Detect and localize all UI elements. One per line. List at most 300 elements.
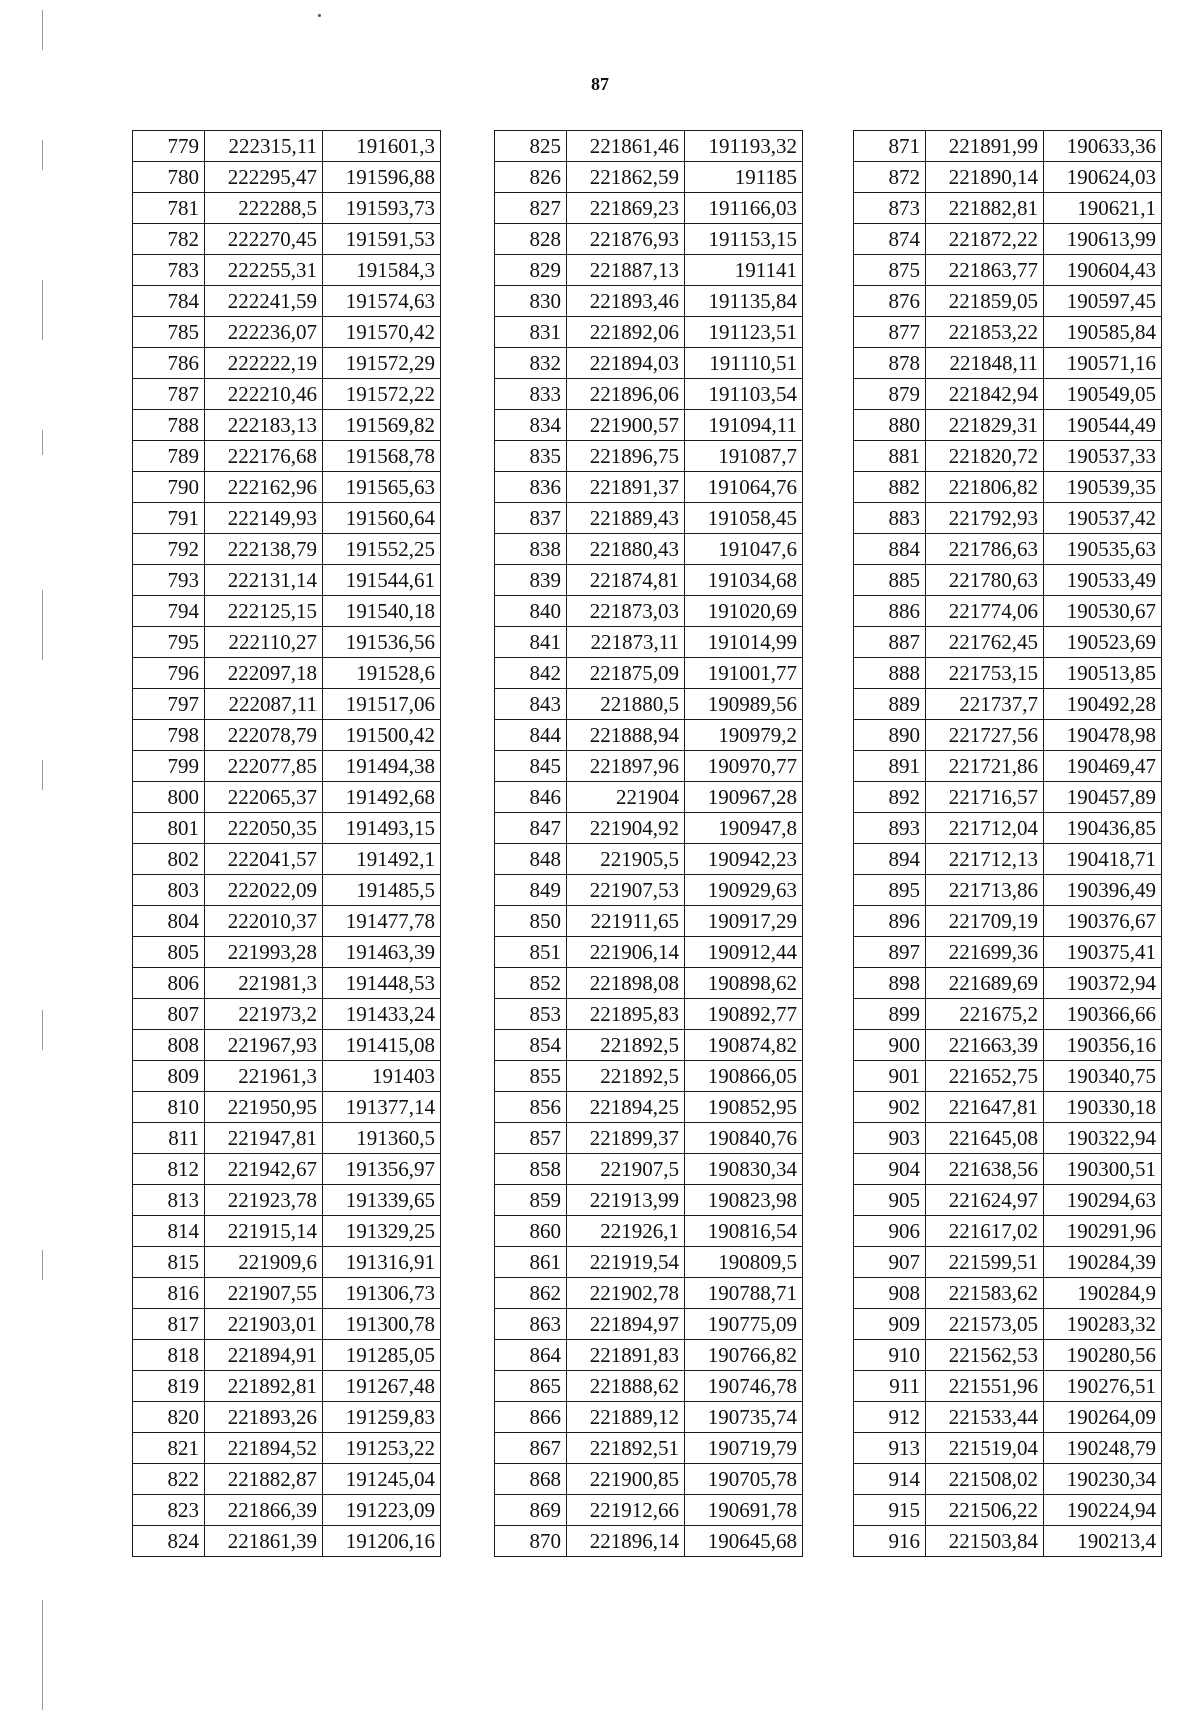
x-coordinate-cell: 221894,03 <box>567 348 685 379</box>
x-coordinate-cell: 221903,01 <box>205 1309 323 1340</box>
y-coordinate-cell: 190372,94 <box>1044 968 1162 999</box>
point-number-cell: 786 <box>133 348 205 379</box>
y-coordinate-cell: 191285,05 <box>323 1340 441 1371</box>
point-number-cell: 890 <box>854 720 926 751</box>
y-coordinate-cell: 191001,77 <box>685 658 803 689</box>
x-coordinate-cell: 221780,63 <box>926 565 1044 596</box>
point-number-cell: 851 <box>495 937 567 968</box>
y-coordinate-cell: 191570,42 <box>323 317 441 348</box>
table-row <box>495 162 803 193</box>
y-coordinate-cell: 191329,25 <box>323 1216 441 1247</box>
table-row <box>854 224 1162 255</box>
point-number-cell: 850 <box>495 906 567 937</box>
x-coordinate-cell: 222041,57 <box>205 844 323 875</box>
point-number-cell: 855 <box>495 1061 567 1092</box>
table-row <box>495 565 803 596</box>
x-coordinate-cell: 221888,94 <box>567 720 685 751</box>
table-row <box>854 844 1162 875</box>
table-row <box>854 286 1162 317</box>
coordinate-table-1 <box>132 130 441 1557</box>
table-row <box>854 1340 1162 1371</box>
y-coordinate-cell: 190537,33 <box>1044 441 1162 472</box>
x-coordinate-cell: 222315,11 <box>205 131 323 162</box>
x-coordinate-cell: 221573,05 <box>926 1309 1044 1340</box>
x-coordinate-cell: 221892,81 <box>205 1371 323 1402</box>
y-coordinate-cell: 191492,68 <box>323 782 441 813</box>
x-coordinate-cell: 222078,79 <box>205 720 323 751</box>
table-row <box>133 1340 441 1371</box>
x-coordinate-cell: 222138,79 <box>205 534 323 565</box>
y-coordinate-cell: 190436,85 <box>1044 813 1162 844</box>
x-coordinate-cell: 221894,91 <box>205 1340 323 1371</box>
point-number-cell: 836 <box>495 472 567 503</box>
y-coordinate-cell: 190840,76 <box>685 1123 803 1154</box>
point-number-cell: 906 <box>854 1216 926 1247</box>
point-number-cell: 856 <box>495 1092 567 1123</box>
point-number-cell: 810 <box>133 1092 205 1123</box>
x-coordinate-cell: 221902,78 <box>567 1278 685 1309</box>
table-row <box>854 1123 1162 1154</box>
x-coordinate-cell: 221895,83 <box>567 999 685 1030</box>
point-number-cell: 891 <box>854 751 926 782</box>
point-number-cell: 880 <box>854 410 926 441</box>
table-row <box>133 813 441 844</box>
point-number-cell: 899 <box>854 999 926 1030</box>
y-coordinate-cell: 191316,91 <box>323 1247 441 1278</box>
y-coordinate-cell: 190604,43 <box>1044 255 1162 286</box>
y-coordinate-cell: 190535,63 <box>1044 534 1162 565</box>
table-row <box>854 1309 1162 1340</box>
point-number-cell: 832 <box>495 348 567 379</box>
y-coordinate-cell: 190513,85 <box>1044 658 1162 689</box>
x-coordinate-cell: 221859,05 <box>926 286 1044 317</box>
table-row <box>133 565 441 596</box>
table-row <box>133 751 441 782</box>
x-coordinate-cell: 221873,11 <box>567 627 685 658</box>
y-coordinate-cell: 190809,5 <box>685 1247 803 1278</box>
table-row <box>133 782 441 813</box>
y-coordinate-cell: 191517,06 <box>323 689 441 720</box>
y-coordinate-cell: 191540,18 <box>323 596 441 627</box>
y-coordinate-cell: 190735,74 <box>685 1402 803 1433</box>
x-coordinate-cell: 221913,99 <box>567 1185 685 1216</box>
table-row <box>854 565 1162 596</box>
y-coordinate-cell: 190892,77 <box>685 999 803 1030</box>
x-coordinate-cell: 222125,15 <box>205 596 323 627</box>
y-coordinate-cell: 191103,54 <box>685 379 803 410</box>
table-row <box>133 875 441 906</box>
x-coordinate-cell: 221894,52 <box>205 1433 323 1464</box>
table-row <box>854 1092 1162 1123</box>
x-coordinate-cell: 222097,18 <box>205 658 323 689</box>
point-number-cell: 833 <box>495 379 567 410</box>
y-coordinate-cell: 191493,15 <box>323 813 441 844</box>
y-coordinate-cell: 190284,39 <box>1044 1247 1162 1278</box>
table-row <box>495 317 803 348</box>
y-coordinate-cell: 190633,36 <box>1044 131 1162 162</box>
x-coordinate-cell: 221866,39 <box>205 1495 323 1526</box>
point-number-cell: 908 <box>854 1278 926 1309</box>
table-row <box>495 1464 803 1495</box>
table-row <box>133 906 441 937</box>
table-row <box>133 596 441 627</box>
x-coordinate-cell: 222162,96 <box>205 472 323 503</box>
point-number-cell: 804 <box>133 906 205 937</box>
point-number-cell: 820 <box>133 1402 205 1433</box>
y-coordinate-cell: 191463,39 <box>323 937 441 968</box>
table-row <box>133 317 441 348</box>
point-number-cell: 909 <box>854 1309 926 1340</box>
point-number-cell: 822 <box>133 1464 205 1495</box>
point-number-cell: 801 <box>133 813 205 844</box>
point-number-cell: 887 <box>854 627 926 658</box>
table-row <box>854 472 1162 503</box>
y-coordinate-cell: 190284,9 <box>1044 1278 1162 1309</box>
x-coordinate-cell: 221872,22 <box>926 224 1044 255</box>
x-coordinate-cell: 221882,87 <box>205 1464 323 1495</box>
point-number-cell: 905 <box>854 1185 926 1216</box>
point-number-cell: 871 <box>854 131 926 162</box>
x-coordinate-cell: 221873,03 <box>567 596 685 627</box>
y-coordinate-cell: 190322,94 <box>1044 1123 1162 1154</box>
point-number-cell: 814 <box>133 1216 205 1247</box>
x-coordinate-cell: 221663,39 <box>926 1030 1044 1061</box>
point-number-cell: 895 <box>854 875 926 906</box>
x-coordinate-cell: 221562,53 <box>926 1340 1044 1371</box>
point-number-cell: 882 <box>854 472 926 503</box>
point-number-cell: 796 <box>133 658 205 689</box>
table-row <box>133 1061 441 1092</box>
table-row <box>133 1123 441 1154</box>
y-coordinate-cell: 190340,75 <box>1044 1061 1162 1092</box>
table-row <box>133 1526 441 1557</box>
table-row <box>495 224 803 255</box>
y-coordinate-cell: 190823,98 <box>685 1185 803 1216</box>
point-number-cell: 783 <box>133 255 205 286</box>
table-row <box>133 999 441 1030</box>
y-coordinate-cell: 190213,4 <box>1044 1526 1162 1557</box>
table-row <box>133 1247 441 1278</box>
y-coordinate-cell: 190366,66 <box>1044 999 1162 1030</box>
y-coordinate-cell: 190597,45 <box>1044 286 1162 317</box>
y-coordinate-cell: 191166,03 <box>685 193 803 224</box>
point-number-cell: 901 <box>854 1061 926 1092</box>
x-coordinate-cell: 221993,28 <box>205 937 323 968</box>
x-coordinate-cell: 221716,57 <box>926 782 1044 813</box>
point-number-cell: 878 <box>854 348 926 379</box>
x-coordinate-cell: 221892,06 <box>567 317 685 348</box>
point-number-cell: 914 <box>854 1464 926 1495</box>
y-coordinate-cell: 191123,51 <box>685 317 803 348</box>
y-coordinate-cell: 191552,25 <box>323 534 441 565</box>
y-coordinate-cell: 191601,3 <box>323 131 441 162</box>
x-coordinate-cell: 221942,67 <box>205 1154 323 1185</box>
y-coordinate-cell: 191500,42 <box>323 720 441 751</box>
point-number-cell: 805 <box>133 937 205 968</box>
x-coordinate-cell: 221617,02 <box>926 1216 1044 1247</box>
y-coordinate-cell: 190539,35 <box>1044 472 1162 503</box>
x-coordinate-cell: 222241,59 <box>205 286 323 317</box>
x-coordinate-cell: 221891,99 <box>926 131 1044 162</box>
x-coordinate-cell: 221889,43 <box>567 503 685 534</box>
x-coordinate-cell: 221891,83 <box>567 1340 685 1371</box>
table-row <box>495 379 803 410</box>
x-coordinate-cell: 222010,37 <box>205 906 323 937</box>
x-coordinate-cell: 222183,13 <box>205 410 323 441</box>
x-coordinate-cell: 221911,65 <box>567 906 685 937</box>
y-coordinate-cell: 190775,09 <box>685 1309 803 1340</box>
point-number-cell: 779 <box>133 131 205 162</box>
x-coordinate-cell: 221889,12 <box>567 1402 685 1433</box>
x-coordinate-cell: 221638,56 <box>926 1154 1044 1185</box>
table-row <box>495 720 803 751</box>
point-number-cell: 799 <box>133 751 205 782</box>
x-coordinate-cell: 221652,75 <box>926 1061 1044 1092</box>
x-coordinate-cell: 222087,11 <box>205 689 323 720</box>
table-row <box>854 999 1162 1030</box>
y-coordinate-cell: 190645,68 <box>685 1526 803 1557</box>
table-row <box>854 658 1162 689</box>
x-coordinate-cell: 221973,2 <box>205 999 323 1030</box>
table-row <box>495 968 803 999</box>
x-coordinate-cell: 221647,81 <box>926 1092 1044 1123</box>
table-row <box>854 782 1162 813</box>
y-coordinate-cell: 190523,69 <box>1044 627 1162 658</box>
x-coordinate-cell: 221712,13 <box>926 844 1044 875</box>
y-coordinate-cell: 191433,24 <box>323 999 441 1030</box>
y-coordinate-cell: 190830,34 <box>685 1154 803 1185</box>
y-coordinate-cell: 190224,94 <box>1044 1495 1162 1526</box>
y-coordinate-cell: 191245,04 <box>323 1464 441 1495</box>
x-coordinate-cell: 221862,59 <box>567 162 685 193</box>
y-coordinate-cell: 191377,14 <box>323 1092 441 1123</box>
point-number-cell: 853 <box>495 999 567 1030</box>
table-row <box>854 255 1162 286</box>
y-coordinate-cell: 191565,63 <box>323 472 441 503</box>
table-row <box>133 968 441 999</box>
y-coordinate-cell: 190571,16 <box>1044 348 1162 379</box>
x-coordinate-cell: 221699,36 <box>926 937 1044 968</box>
scan-mark <box>42 280 43 340</box>
x-coordinate-cell: 222110,27 <box>205 627 323 658</box>
y-coordinate-cell: 190705,78 <box>685 1464 803 1495</box>
y-coordinate-cell: 190967,28 <box>685 782 803 813</box>
point-number-cell: 897 <box>854 937 926 968</box>
point-number-cell: 858 <box>495 1154 567 1185</box>
table-row <box>133 627 441 658</box>
table-row <box>133 162 441 193</box>
table-row <box>495 875 803 906</box>
point-number-cell: 904 <box>854 1154 926 1185</box>
table-row <box>854 441 1162 472</box>
x-coordinate-cell: 221923,78 <box>205 1185 323 1216</box>
table-row <box>495 286 803 317</box>
point-number-cell: 839 <box>495 565 567 596</box>
x-coordinate-cell: 221947,81 <box>205 1123 323 1154</box>
y-coordinate-cell: 191569,82 <box>323 410 441 441</box>
point-number-cell: 828 <box>495 224 567 255</box>
y-coordinate-cell: 191528,6 <box>323 658 441 689</box>
y-coordinate-cell: 191360,5 <box>323 1123 441 1154</box>
point-number-cell: 894 <box>854 844 926 875</box>
x-coordinate-cell: 221894,25 <box>567 1092 685 1123</box>
y-coordinate-cell: 190585,84 <box>1044 317 1162 348</box>
y-coordinate-cell: 190457,89 <box>1044 782 1162 813</box>
x-coordinate-cell: 221551,96 <box>926 1371 1044 1402</box>
point-number-cell: 845 <box>495 751 567 782</box>
y-coordinate-cell: 191223,09 <box>323 1495 441 1526</box>
point-number-cell: 827 <box>495 193 567 224</box>
y-coordinate-cell: 190537,42 <box>1044 503 1162 534</box>
x-coordinate-cell: 222077,85 <box>205 751 323 782</box>
y-coordinate-cell: 191591,53 <box>323 224 441 255</box>
y-coordinate-cell: 191300,78 <box>323 1309 441 1340</box>
y-coordinate-cell: 191448,53 <box>323 968 441 999</box>
point-number-cell: 912 <box>854 1402 926 1433</box>
point-number-cell: 829 <box>495 255 567 286</box>
x-coordinate-cell: 221880,5 <box>567 689 685 720</box>
point-number-cell: 847 <box>495 813 567 844</box>
point-number-cell: 844 <box>495 720 567 751</box>
point-number-cell: 902 <box>854 1092 926 1123</box>
y-coordinate-cell: 190418,71 <box>1044 844 1162 875</box>
y-coordinate-cell: 191356,97 <box>323 1154 441 1185</box>
table-row <box>495 1371 803 1402</box>
point-number-cell: 818 <box>133 1340 205 1371</box>
x-coordinate-cell: 221861,39 <box>205 1526 323 1557</box>
table-row <box>495 1433 803 1464</box>
point-number-cell: 861 <box>495 1247 567 1278</box>
point-number-cell: 790 <box>133 472 205 503</box>
table-row <box>133 1030 441 1061</box>
y-coordinate-cell: 190291,96 <box>1044 1216 1162 1247</box>
x-coordinate-cell: 221907,55 <box>205 1278 323 1309</box>
point-number-cell: 879 <box>854 379 926 410</box>
y-coordinate-cell: 191477,78 <box>323 906 441 937</box>
x-coordinate-cell: 222288,5 <box>205 193 323 224</box>
y-coordinate-cell: 190356,16 <box>1044 1030 1162 1061</box>
y-coordinate-cell: 190533,49 <box>1044 565 1162 596</box>
table-row <box>133 1495 441 1526</box>
point-number-cell: 784 <box>133 286 205 317</box>
table-row <box>495 844 803 875</box>
table-row <box>495 782 803 813</box>
table-row <box>495 627 803 658</box>
point-number-cell: 864 <box>495 1340 567 1371</box>
point-number-cell: 803 <box>133 875 205 906</box>
point-number-cell: 866 <box>495 1402 567 1433</box>
x-coordinate-cell: 221508,02 <box>926 1464 1044 1495</box>
table-row <box>495 1061 803 1092</box>
table-row <box>854 162 1162 193</box>
table-row <box>854 410 1162 441</box>
x-coordinate-cell: 221503,84 <box>926 1526 1044 1557</box>
point-number-cell: 793 <box>133 565 205 596</box>
y-coordinate-cell: 191206,16 <box>323 1526 441 1557</box>
y-coordinate-cell: 191058,45 <box>685 503 803 534</box>
table-row <box>495 658 803 689</box>
point-number-cell: 842 <box>495 658 567 689</box>
table-row <box>854 813 1162 844</box>
x-coordinate-cell: 221727,56 <box>926 720 1044 751</box>
point-number-cell: 849 <box>495 875 567 906</box>
x-coordinate-cell: 221875,09 <box>567 658 685 689</box>
table-row <box>133 658 441 689</box>
y-coordinate-cell: 190396,49 <box>1044 875 1162 906</box>
point-number-cell: 892 <box>854 782 926 813</box>
x-coordinate-cell: 221848,11 <box>926 348 1044 379</box>
x-coordinate-cell: 221786,63 <box>926 534 1044 565</box>
x-coordinate-cell: 221892,5 <box>567 1030 685 1061</box>
point-number-cell: 915 <box>854 1495 926 1526</box>
table-row <box>854 720 1162 751</box>
point-number-cell: 782 <box>133 224 205 255</box>
table-row <box>495 410 803 441</box>
table-row <box>854 875 1162 906</box>
table-row <box>133 131 441 162</box>
table-row <box>495 1123 803 1154</box>
y-coordinate-cell: 191572,22 <box>323 379 441 410</box>
table-row <box>133 1092 441 1123</box>
table-row <box>133 1371 441 1402</box>
y-coordinate-cell: 190530,67 <box>1044 596 1162 627</box>
x-coordinate-cell: 222176,68 <box>205 441 323 472</box>
table-row <box>854 317 1162 348</box>
x-coordinate-cell: 221721,86 <box>926 751 1044 782</box>
point-number-cell: 868 <box>495 1464 567 1495</box>
x-coordinate-cell: 221904 <box>567 782 685 813</box>
point-number-cell: 811 <box>133 1123 205 1154</box>
x-coordinate-cell: 221907,5 <box>567 1154 685 1185</box>
x-coordinate-cell: 221981,3 <box>205 968 323 999</box>
x-coordinate-cell: 221961,3 <box>205 1061 323 1092</box>
point-number-cell: 877 <box>854 317 926 348</box>
point-number-cell: 806 <box>133 968 205 999</box>
y-coordinate-cell: 190788,71 <box>685 1278 803 1309</box>
scan-mark <box>42 1600 43 1710</box>
point-number-cell: 791 <box>133 503 205 534</box>
x-coordinate-cell: 221820,72 <box>926 441 1044 472</box>
table-row <box>495 1402 803 1433</box>
point-number-cell: 831 <box>495 317 567 348</box>
y-coordinate-cell: 190613,99 <box>1044 224 1162 255</box>
table-row <box>854 1278 1162 1309</box>
table-row <box>133 1154 441 1185</box>
point-number-cell: 893 <box>854 813 926 844</box>
y-coordinate-cell: 190970,77 <box>685 751 803 782</box>
point-number-cell: 789 <box>133 441 205 472</box>
point-number-cell: 816 <box>133 1278 205 1309</box>
table-row <box>495 689 803 720</box>
x-coordinate-cell: 221792,93 <box>926 503 1044 534</box>
y-coordinate-cell: 191253,22 <box>323 1433 441 1464</box>
point-number-cell: 881 <box>854 441 926 472</box>
y-coordinate-cell: 191306,73 <box>323 1278 441 1309</box>
y-coordinate-cell: 190544,49 <box>1044 410 1162 441</box>
y-coordinate-cell: 191574,63 <box>323 286 441 317</box>
y-coordinate-cell: 191560,64 <box>323 503 441 534</box>
y-coordinate-cell: 191584,3 <box>323 255 441 286</box>
point-number-cell: 826 <box>495 162 567 193</box>
y-coordinate-cell: 190874,82 <box>685 1030 803 1061</box>
table-row <box>854 1371 1162 1402</box>
point-number-cell: 872 <box>854 162 926 193</box>
x-coordinate-cell: 221894,97 <box>567 1309 685 1340</box>
y-coordinate-cell: 191110,51 <box>685 348 803 379</box>
x-coordinate-cell: 221892,51 <box>567 1433 685 1464</box>
x-coordinate-cell: 221689,69 <box>926 968 1044 999</box>
y-coordinate-cell: 191415,08 <box>323 1030 441 1061</box>
